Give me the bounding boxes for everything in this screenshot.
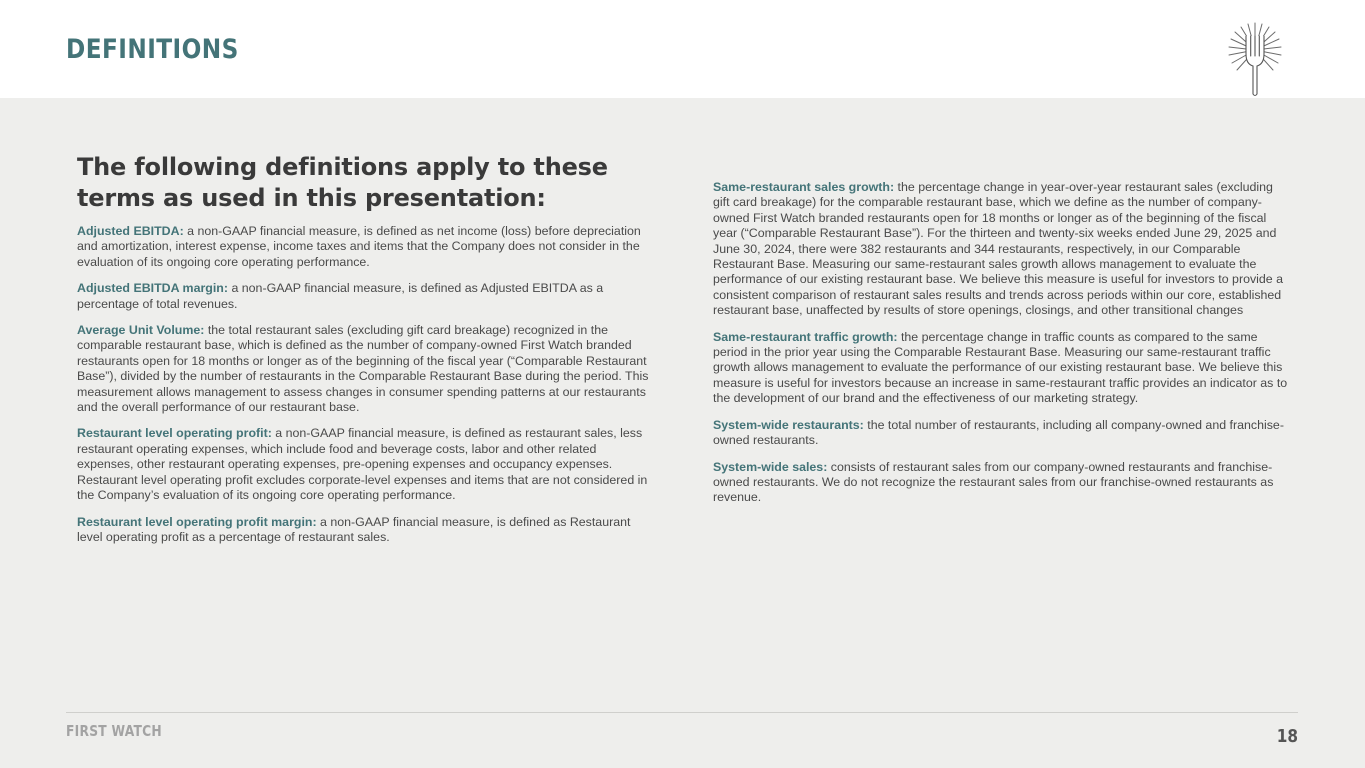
definition-text: a non-GAAP financial measure, is defined as net income (loss) before depreciation and amortization, interest expense, income taxes and items that the Company does not consider in the evaluation of its ongoing core operating performance. (77, 224, 641, 269)
definition-average-unit-volume (77, 323, 655, 415)
definition-system-wide-sales (713, 460, 1291, 506)
definition-term: Same-restaurant traffic growth: (713, 329, 898, 344)
definition-term: System-wide restaurants: (713, 417, 864, 432)
definition-term: Average Unit Volume: (77, 323, 205, 338)
definition-term: Adjusted EBITDA: (77, 224, 184, 238)
definition-text: a non-GAAP financial measure, is defined as restaurant sales, less restaurant operating expenses, which include food and beverage costs, labor and other related expenses, other restaurant operating expenses, pre-opening expenses and occupancy expenses. Restaurant level operating profit excludes corporate-level expenses and items that are not considered in the Company’s evaluation of its ongoing core operating performance. (77, 426, 648, 503)
slide-title: DEFINITIONS (66, 34, 239, 65)
definition-adjusted-ebitda (77, 224, 655, 270)
footer-brand: FIRST WATCH (66, 722, 162, 740)
page-number: 18 (1276, 726, 1298, 747)
footer-divider (66, 712, 1298, 713)
definition-same-restaurant-sales-growth (713, 180, 1291, 319)
definition-text: the total restaurant sales (excluding gift card breakage) recognized in the comparable restaurant base, which is defined as the number of company-owned First Watch branded restaurants open for 18 months or longer as of the beginning of the fiscal year (“Comparable Restaurant Base”), divided by the number of restaurants in the Comparable Restaurant Base during the period. This measurement allows management to assess changes in consumer spending patterns at our restaurants and the overall performance of our restaurant base. (77, 323, 649, 415)
definition-text: a non-GAAP financial measure, is defined as Adjusted EBITDA as a percentage of total revenues. (77, 281, 604, 311)
definition-term: Adjusted EBITDA margin: (77, 281, 228, 296)
definition-restaurant-level-operating-profit-margin (77, 515, 655, 546)
definitions-left-column (77, 152, 655, 556)
definition-text: consists of restaurant sales from our company-owned restaurants and franchise-owned restaurants. We do not recognize the restaurant sales from our franchise-owned restaurants as revenue. (713, 459, 1274, 505)
definition-term: Restaurant level operating profit: (77, 426, 272, 441)
section-heading: The following definitions apply to these terms as used in this presentation: (77, 153, 608, 212)
definition-text: the percentage change in traffic counts as compared to the same period in the prior year using the Comparable Restaurant Base. Measuring our same-restaurant traffic growth allows management to evaluate the performance of our existing restaurant base. We believe this measure is useful for investors because an increase in same-restaurant traffic provides an indicator as to the development of our brand and the effectiveness of our marketing strategy. (713, 329, 1288, 406)
definition-term: System-wide sales: (713, 459, 828, 474)
fork-sunburst-icon (1226, 20, 1284, 98)
definition-text: the total number of restaurants, including all company-owned and franchise-owned restaurants. (713, 417, 1284, 448)
definition-term: Same-restaurant sales growth: (713, 180, 895, 194)
definition-adjusted-ebitda-margin (77, 281, 655, 312)
definitions-right-column (713, 180, 1291, 517)
definition-text: a non-GAAP financial measure, is defined as Restaurant level operating profit as a percentage of restaurant sales. (77, 514, 631, 544)
slide-header (0, 0, 1365, 98)
definition-same-restaurant-traffic-growth (713, 330, 1291, 407)
definition-restaurant-level-operating-profit (77, 426, 655, 503)
definition-text: the percentage change in year-over-year restaurant sales (excluding gift card breakage) for the comparable restaurant base, which we define as the number of company-owned First Watch branded restaurants open for 18 months or longer as of the beginning of the fiscal year (“Comparable Restaurant Base”). For the thirteen and twenty-six weeks ended June 29, 2025 and June 30, 2024, there were 382 restaurants and 344 restaurants, respectively, in our Comparable Restaurant Base. Measuring our same-restaurant sales growth allows management to evaluate the performance of our existing restaurant base. We believe this measure is useful for investors to provide a consistent comparison of restaurant sales results and trends across periods within our core, established restaurant base, unaffected by results of store openings, closings, and other transitional changes (713, 180, 1284, 318)
definition-term: Restaurant level operating profit margin: (77, 514, 317, 529)
definition-system-wide-restaurants (713, 418, 1291, 449)
